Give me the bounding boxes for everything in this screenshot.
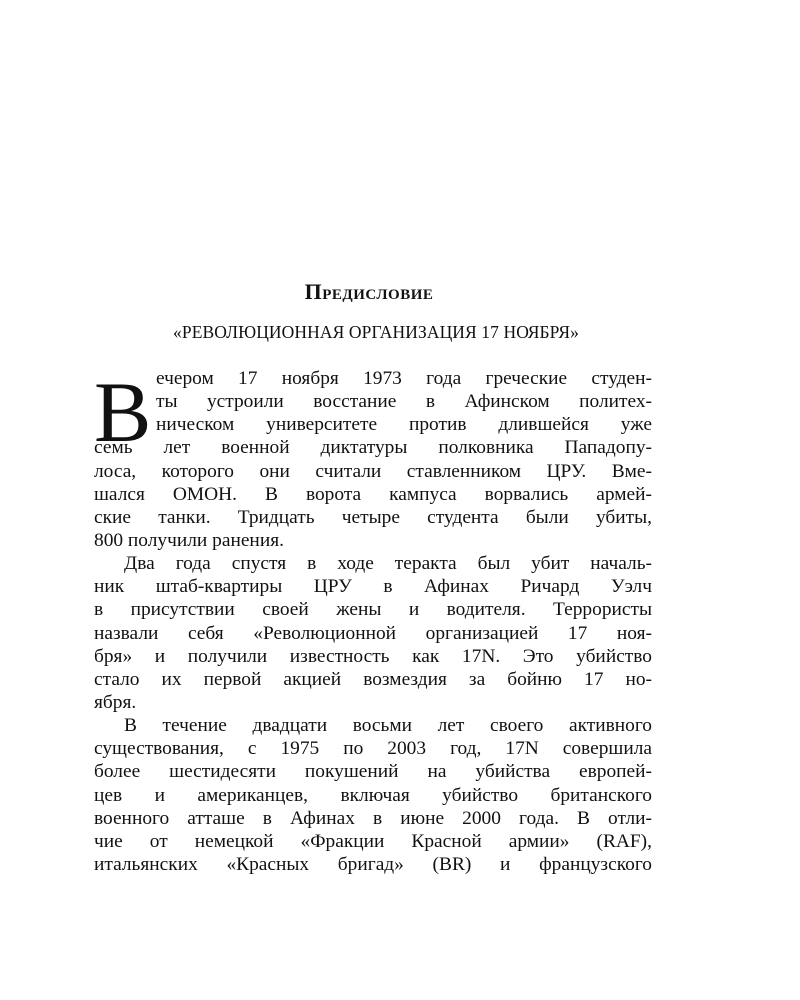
drop-cap: В [94,364,152,460]
text-line: бря» и получили известность как 17N. Это убийство [94,645,652,667]
text-line: Два года спустя в ходе теракта был убит началь- [124,553,652,575]
text-line: ские танки. Тридцать четыре студента были убиты, [94,506,652,528]
text-line: 800 получили ранения. [94,529,284,551]
text-line: шался ОМОН. В ворота кампуса ворвались армей- [94,483,652,505]
text-line: ечером 17 ноября 1973 года греческие студен- [156,368,652,389]
text-line: семь лет военной диктатуры полковника Пападопу- [94,437,652,459]
text-line: цев и американцев, включая убийство британского [94,784,652,806]
text-line: лоса, которого они считали ставленником ЦРУ. Вме- [94,460,652,482]
text-line: ты устроили восстание в Афинском политех- [156,391,652,413]
chapter-title: Предисловие [304,279,434,304]
text-line: военного атташе в Афинах в июне 2000 года. В отли- [94,807,652,829]
body-text [94,364,652,876]
text-line: ября. [94,691,137,713]
text-line: в присутствии своей жены и водителя. Террористы [94,599,652,621]
text-line: ник штаб-квартиры ЦРУ в Афинах Ричард Уэлч [94,576,652,598]
text-line: стало их первой акцией возмездия за бойню 17 но- [94,668,652,690]
text-line: чие от немецкой «Фракции Красной армии» (RAF), [94,830,652,852]
chapter-subtitle: «РЕВОЛЮЦИОННАЯ ОРГАНИЗАЦИЯ 17 НОЯБРЯ» [173,322,579,342]
text-line: ническом университете против длившейся уже [156,414,652,436]
text-line: В течение двадцати восьми лет своего активного [124,715,652,737]
text-line: назвали себя «Революционной организацией 17 ноя- [94,622,652,644]
text-line: существования, с 1975 по 2003 год, 17N совершила [94,738,652,760]
text-line: более шестидесяти покушений на убийства европей- [94,761,652,783]
text-line: итальянских «Красных бригад» (BR) и французского [94,853,652,875]
